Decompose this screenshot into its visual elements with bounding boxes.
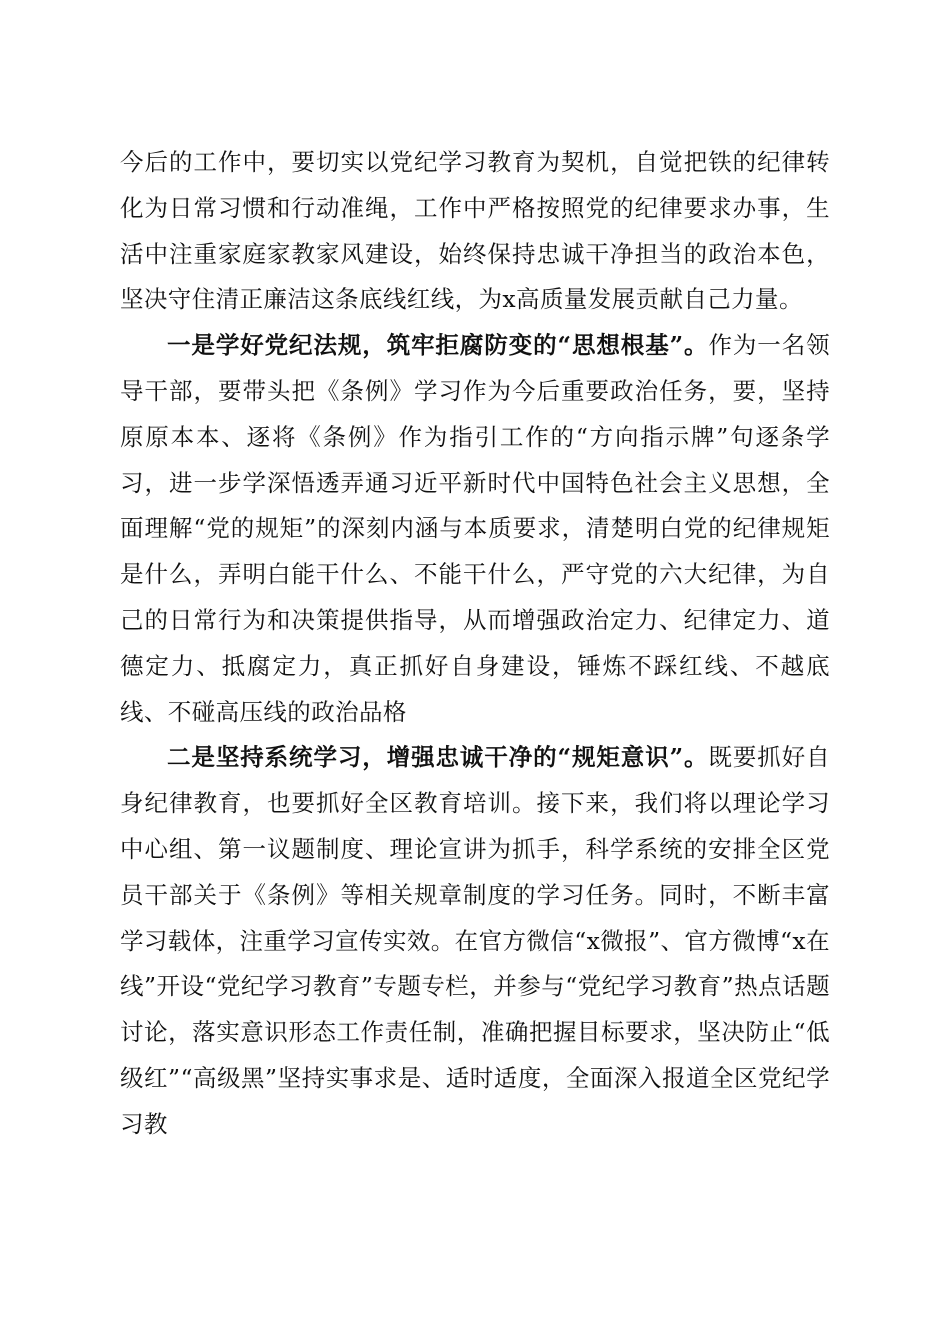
document-body (120, 140, 830, 1148)
paragraph-3 (120, 735, 830, 1147)
paragraph-2-heading: 一是学好党纪法规，筑牢拒腐防变的“思想根基”。 (167, 331, 709, 360)
paragraph-2-text: 作为一名领导干部，要带头把《条例》学习作为今后重要政治任务，要，坚持原原本本、逐将《条例》作为指引工作的“方向指示牌”句逐条学习，进一步学深悟透弄通习近平新时代中国特色社会主义思想，全面理解“党的规矩”的深刻内涵与本质要求，清楚明白党的纪律规矩是什么，弄明白能干什么、不能干什么，严守党的六大纪律，为自己的日常行为和决策提供指导，从而增强政治定力、纪律定力、道德定力、抵腐定力，真正抓好自身建设，锤炼不踩红线、不越底线、不碰高压线的政治品格 (120, 331, 831, 726)
paragraph-2 (120, 323, 830, 735)
paragraph-3-heading: 二是坚持系统学习，增强忠诚干净的“规矩意识”。 (167, 743, 709, 772)
paragraph-1 (120, 140, 830, 323)
paragraph-3-text: 既要抓好自身纪律教育，也要抓好全区教育培训。接下来，我们将以理论学习中心组、第一议题制度、理论宣讲为抓手，科学系统的安排全区党员干部关于《条例》等相关规章制度的学习任务。同时，不断丰富学习载体，注重学习宣传实效。在官方微信“x微报”、官方微博“x在线”开设“党纪学习教育”专题专栏，并参与“党纪学习教育”热点话题讨论，落实意识形态工作责任制，准确把握目标要求，坚决防止“低级红”“高级黑”坚持实事求是、适时适度，全面深入报道全区党纪学习教 (120, 743, 831, 1138)
paragraph-1-text: 今后的工作中，要切实以党纪学习教育为契机，自觉把铁的纪律转化为日常习惯和行动准绳，工作中严格按照党的纪律要求办事，生活中注重家庭家教家风建设，始终保持忠诚干净担当的政治本色，坚决守住清正廉洁这条底线红线，为x高质量发展贡献自己力量。 (120, 148, 830, 314)
